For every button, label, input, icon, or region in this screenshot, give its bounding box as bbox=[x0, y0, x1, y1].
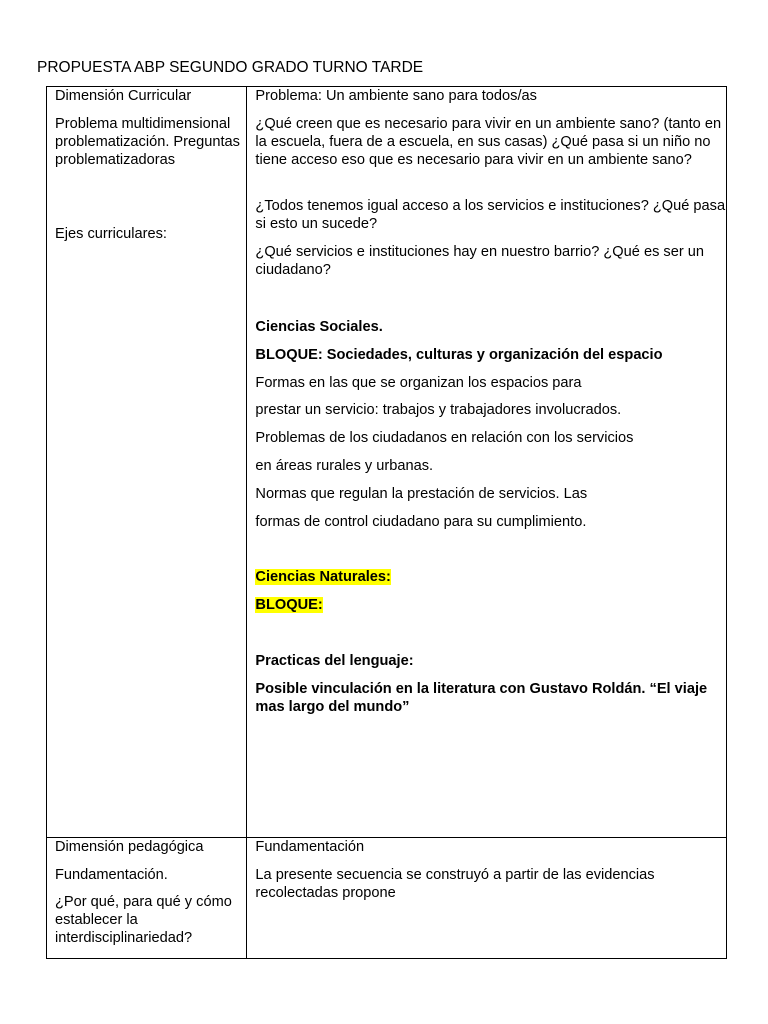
language-practices-heading: Practicas del lenguaje: bbox=[255, 653, 414, 669]
table-row-curricular bbox=[47, 87, 727, 838]
dimension-curricular-label: Dimensión Curricular bbox=[55, 88, 192, 104]
social-sciences-heading: Ciencias Sociales. bbox=[255, 319, 383, 335]
table-row-pedagogical bbox=[47, 838, 727, 959]
curricular-axes-label: Ejes curriculares: bbox=[55, 226, 167, 242]
natural-sciences-heading bbox=[255, 568, 725, 586]
social-line: prestar un servicio: trabajos y trabajadores involucrados. bbox=[255, 402, 622, 418]
social-line: en áreas rurales y urbanas. bbox=[255, 458, 434, 474]
table-cell-curricular-right bbox=[247, 87, 727, 838]
guiding-question-3: ¿Qué servicios e instituciones hay en nuestro barrio? ¿Qué es ser un ciudadano? bbox=[255, 244, 704, 278]
social-line: Problemas de los ciudadanos en relación con los servicios bbox=[255, 430, 634, 446]
social-line: Formas en las que se organizan los espacios para bbox=[255, 375, 582, 391]
table-cell-pedagogical-right bbox=[247, 838, 727, 959]
dimension-pedagogical-label: Dimensión pedagógica bbox=[55, 839, 204, 855]
foundation-label: Fundamentación. bbox=[55, 867, 168, 883]
foundation-text: La presente secuencia se construyó a partir de las evidencias recolectadas propone bbox=[255, 867, 655, 901]
social-line: Normas que regulan la prestación de servicios. Las bbox=[255, 486, 588, 502]
curriculum-table bbox=[46, 86, 727, 959]
foundation-heading: Fundamentación bbox=[255, 839, 365, 855]
guiding-question-2: ¿Todos tenemos igual acceso a los servicios e instituciones? ¿Qué pasa si esto un sucede? bbox=[255, 198, 726, 232]
problem-multidimensional-label: Problema multidimensional problematización. Preguntas problematizadoras bbox=[55, 116, 240, 168]
natural-sciences-heading-highlight: Ciencias Naturales: bbox=[255, 569, 391, 585]
social-line: formas de control ciudadano para su cumplimiento. bbox=[255, 514, 587, 530]
literature-link: Posible vinculación en la literatura con Gustavo Roldán. “El viaje mas largo del mundo” bbox=[255, 681, 708, 715]
table-cell-curricular-left bbox=[47, 87, 247, 838]
table-cell-pedagogical-left bbox=[47, 838, 247, 959]
social-sciences-block: BLOQUE: Sociedades, culturas y organización del espacio bbox=[255, 347, 663, 363]
natural-sciences-block bbox=[255, 596, 725, 614]
guiding-question-1: ¿Qué creen que es necesario para vivir en un ambiente sano? (tanto en la escuela, fuera de a escuela, en sus casas) ¿Qué pasa si un niño no tiene acceso eso que es necesario para vivir en un ambiente sano? bbox=[255, 116, 722, 168]
natural-sciences-block-highlight: BLOQUE: bbox=[255, 597, 323, 613]
problem-statement: Problema: Un ambiente sano para todos/as bbox=[255, 88, 537, 104]
interdisciplinarity-question: ¿Por qué, para qué y cómo establecer la interdisciplinariedad? bbox=[55, 894, 232, 946]
document-title: PROPUESTA ABP SEGUNDO GRADO TURNO TARDE bbox=[37, 59, 424, 76]
